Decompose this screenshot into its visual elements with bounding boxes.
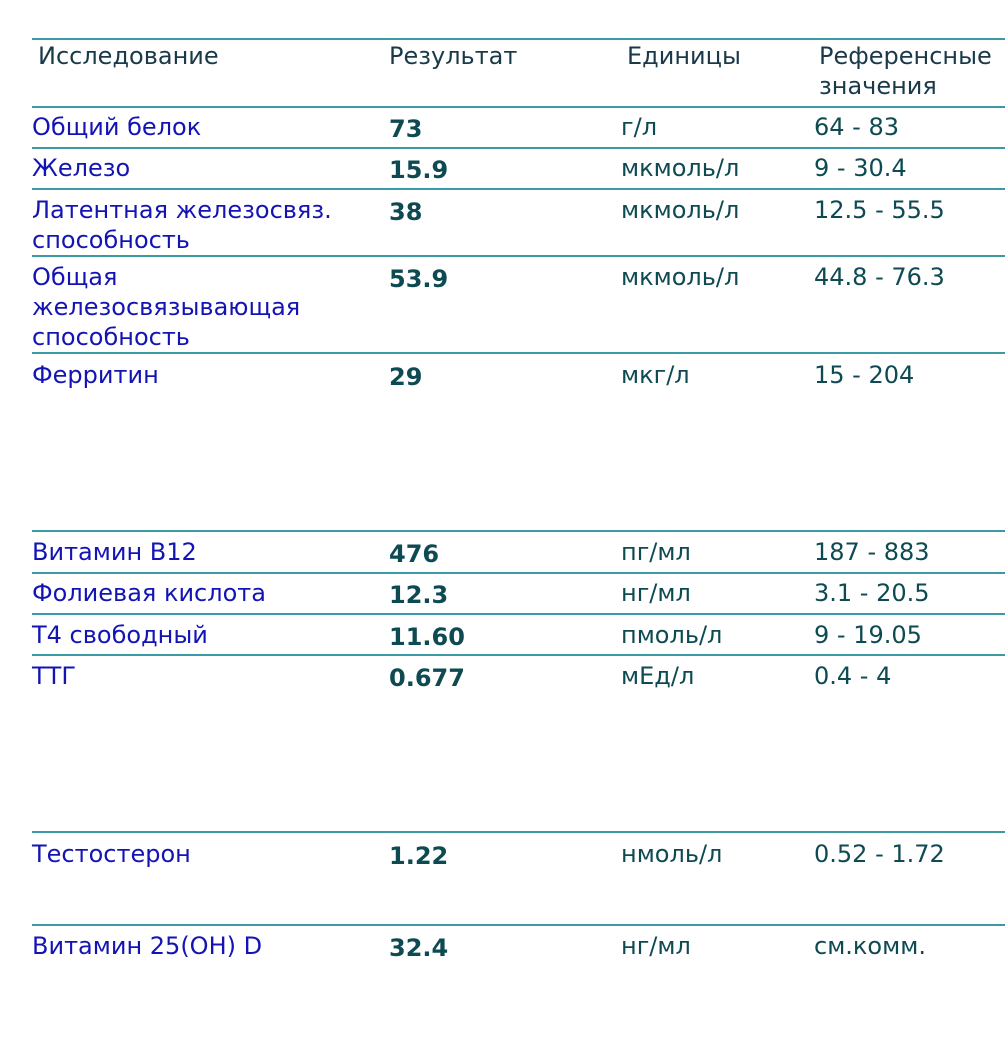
- test-unit: мкмоль/л: [621, 263, 740, 291]
- test-result: 0.677: [389, 664, 465, 692]
- test-reference: 0.52 - 1.72: [814, 840, 945, 868]
- test-reference: 9 - 19.05: [814, 621, 922, 649]
- test-reference: 44.8 - 76.3: [814, 263, 945, 291]
- test-name: Ферритин: [32, 361, 159, 389]
- test-result: 15.9: [389, 156, 449, 184]
- test-name: Общая железосвязывающая способность: [32, 263, 301, 351]
- test-name: Фолиевая кислота: [32, 579, 266, 607]
- test-result: 53.9: [389, 265, 449, 293]
- row-divider: [32, 147, 1005, 149]
- test-result: 476: [389, 540, 440, 568]
- test-result: 73: [389, 115, 423, 143]
- row-divider: [32, 255, 1005, 257]
- test-name: Тестостерон: [32, 840, 191, 868]
- row-divider: [32, 654, 1005, 656]
- row-divider: [32, 352, 1005, 354]
- row-divider: [32, 188, 1005, 190]
- test-name: Общий белок: [32, 113, 202, 141]
- row-divider: [32, 572, 1005, 574]
- test-unit: г/л: [621, 113, 658, 141]
- test-result: 11.60: [389, 623, 465, 651]
- test-reference: 0.4 - 4: [814, 662, 892, 690]
- test-name: ТТГ: [32, 662, 76, 690]
- test-unit: мкг/л: [621, 361, 690, 389]
- test-unit: пг/мл: [621, 538, 691, 566]
- test-unit: пмоль/л: [621, 621, 723, 649]
- header-result: Результат: [389, 42, 518, 70]
- test-reference: 9 - 30.4: [814, 154, 907, 182]
- test-name: Т4 свободный: [32, 621, 208, 649]
- test-result: 1.22: [389, 842, 449, 870]
- section-divider: [32, 530, 1005, 532]
- header-study: Исследование: [38, 42, 219, 70]
- header-bottom-rule: [32, 106, 1005, 108]
- header-units: Единицы: [627, 42, 741, 70]
- test-result: 12.3: [389, 581, 449, 609]
- test-unit: нмоль/л: [621, 840, 723, 868]
- test-result: 32.4: [389, 934, 449, 962]
- test-unit: мкмоль/л: [621, 154, 740, 182]
- test-name: Железо: [32, 154, 131, 182]
- test-reference: 64 - 83: [814, 113, 899, 141]
- header-reference: Референсные значения: [819, 42, 992, 100]
- section-divider: [32, 924, 1005, 926]
- test-reference: 3.1 - 20.5: [814, 579, 930, 607]
- test-reference: 15 - 204: [814, 361, 915, 389]
- header-top-rule: [32, 38, 1005, 40]
- row-divider: [32, 613, 1005, 615]
- test-result: 29: [389, 363, 423, 391]
- test-unit: мкмоль/л: [621, 196, 740, 224]
- test-reference: 187 - 883: [814, 538, 930, 566]
- test-unit: нг/мл: [621, 579, 691, 607]
- test-result: 38: [389, 198, 423, 226]
- test-reference: см.комм.: [814, 932, 926, 960]
- test-name: Витамин 25(OH) D: [32, 932, 263, 960]
- test-reference: 12.5 - 55.5: [814, 196, 945, 224]
- test-unit: мЕд/л: [621, 662, 695, 690]
- section-divider: [32, 831, 1005, 833]
- test-unit: нг/мл: [621, 932, 691, 960]
- test-name: Латентная железосвяз. способность: [32, 196, 332, 254]
- test-name: Витамин B12: [32, 538, 197, 566]
